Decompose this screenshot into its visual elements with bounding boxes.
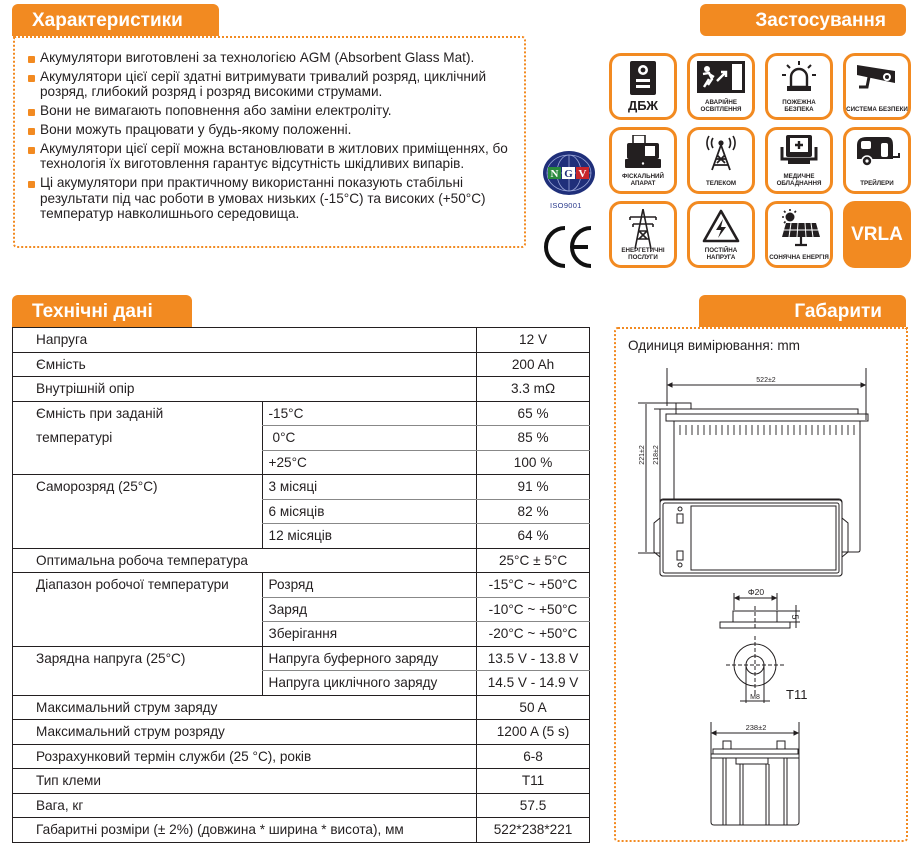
terminal-type-label: T11	[786, 687, 808, 702]
table-row	[13, 377, 590, 402]
row-value: 82 %	[477, 499, 590, 524]
total-height-dimension: 221±2	[639, 445, 646, 465]
row-value: -10°C ~ +50°C	[477, 597, 590, 622]
case-height-dimension: 218±2	[653, 445, 660, 465]
row-value: 25°C ± 5°C	[477, 548, 590, 573]
app-label: АВАРІЙНЕ ОСВІТЛЕННЯ	[700, 99, 742, 113]
row-condition: +25°C	[262, 450, 477, 475]
power-pylon-icon	[626, 209, 660, 249]
row-value: 6-8	[477, 744, 590, 769]
app-tile-emergency-lighting	[687, 53, 755, 120]
app-tile-security-system	[843, 53, 911, 120]
characteristic-item: Вони можуть працювати у будь-якому положенні.	[26, 122, 526, 138]
table-row	[13, 548, 590, 573]
row-value: -15°C ~ +50°C	[477, 573, 590, 598]
ce-mark-icon	[541, 224, 595, 270]
characteristic-item: Вони не вимагають поповнення або заміни електроліту.	[26, 103, 526, 119]
row-label: Внутрішній опір	[13, 377, 477, 402]
characteristics-list	[26, 50, 526, 225]
characteristic-item: Акумулятори виготовлені за технологією AGM (Absorbent Glass Mat).	[26, 50, 526, 66]
ups-icon	[628, 61, 658, 95]
row-value: 522*238*221	[477, 818, 590, 843]
row-value: -20°C ~ +50°C	[477, 622, 590, 647]
trailer-icon	[853, 135, 901, 167]
row-label: Діапазон робочої температури	[13, 573, 263, 647]
table-row	[13, 793, 590, 818]
medical-monitor-icon	[778, 135, 820, 167]
table-row	[13, 720, 590, 745]
emergency-exit-icon	[697, 61, 745, 93]
row-label-line: температурі	[36, 429, 113, 445]
row-label: Тип клеми	[13, 769, 477, 794]
app-tile-trailers	[843, 127, 911, 194]
app-tile-telecom	[687, 127, 755, 194]
row-label: Габаритні розміри (± 2%) (довжина * ширина * висота), мм	[13, 818, 477, 843]
row-label	[13, 401, 263, 475]
row-value: 50 A	[477, 695, 590, 720]
measurement-unit: Одиниця вимірювання: mm	[628, 338, 800, 353]
app-label: МЕДИЧНЕ ОБЛАДНАННЯ	[776, 173, 822, 187]
row-label: Максимальний струм заряду	[13, 695, 477, 720]
table-row	[13, 695, 590, 720]
svg-text:N: N	[550, 168, 559, 180]
row-value: 13.5 V - 13.8 V	[477, 646, 590, 671]
row-value: 57.5	[477, 793, 590, 818]
table-row	[13, 475, 590, 500]
table-row	[13, 573, 590, 598]
row-label-line: Ємність при заданій	[36, 405, 164, 421]
end-view-drawing	[711, 722, 799, 825]
row-value: 100 %	[477, 450, 590, 475]
row-condition: Заряд	[262, 597, 477, 622]
row-value: 12 V	[477, 328, 590, 353]
characteristic-item: Ці акумулятори при практичному використанні показують стабільні результати під час роботи в умовах низьких (-15°C) та високих (+50°C) температур навколишнього середовища.	[26, 175, 526, 222]
telecom-tower-icon	[703, 135, 739, 171]
app-tile-fiscal-device	[609, 127, 677, 194]
svg-text:V: V	[578, 168, 587, 180]
table-row	[13, 769, 590, 794]
row-value: 64 %	[477, 524, 590, 549]
app-label: ДБЖ	[627, 98, 659, 113]
app-tile-solar-energy	[765, 201, 833, 268]
applications-header: Застосування	[700, 4, 906, 36]
app-label: СИСТЕМА БЕЗПЕКИ	[846, 106, 908, 113]
characteristic-item: Акумулятори цієї серії здатні витримувати тривалий розряд, циклічний розряд, глибокий розряд і розряд високими струмами.	[26, 69, 526, 100]
row-value: 85 %	[477, 426, 590, 451]
row-value: 1200 A (5 s)	[477, 720, 590, 745]
row-condition: 0°C	[262, 426, 477, 451]
vrla-badge	[843, 201, 911, 268]
svg-text:G: G	[564, 168, 573, 180]
row-value: 3.3 mΩ	[477, 377, 590, 402]
terminal-height-dimension: 5	[790, 614, 800, 620]
width-dimension: 238±2	[745, 723, 767, 732]
dimensions-header: Габарити	[699, 295, 906, 327]
app-tile-energy-services	[609, 201, 677, 268]
row-value: 14.5 V - 14.9 V	[477, 671, 590, 696]
row-label: Напруга	[13, 328, 477, 353]
row-label: Оптимальна робоча температура	[13, 548, 477, 573]
app-label: ПОСТІЙНА НАПРУГА	[704, 247, 738, 261]
high-voltage-icon	[702, 209, 740, 243]
row-condition: Напруга буферного заряду	[262, 646, 477, 671]
row-label: Саморозряд (25°C)	[13, 475, 263, 549]
row-condition: 6 місяців	[262, 499, 477, 524]
terminal-diameter-dimension: Φ20	[747, 587, 765, 597]
iso-label: ISO9001	[550, 201, 582, 210]
tech-data-table	[12, 327, 590, 843]
row-condition: 12 місяців	[262, 524, 477, 549]
row-value: 91 %	[477, 475, 590, 500]
app-tile-fire-safety	[765, 53, 833, 120]
length-dimension: 522±2	[756, 377, 776, 384]
bolt-size-label: M8	[750, 694, 760, 701]
row-condition: 3 місяці	[262, 475, 477, 500]
solar-panel-icon	[776, 209, 822, 247]
row-label: Розрахунковий термін служби (25 °C), років	[13, 744, 477, 769]
tech-data-header: Технічні дані	[12, 295, 192, 327]
table-row	[13, 744, 590, 769]
app-label: СОНЯЧНА ЕНЕРГІЯ	[769, 254, 829, 261]
characteristics-header: Характеристики	[12, 4, 219, 36]
row-value: 65 %	[477, 401, 590, 426]
app-label: ТЕЛЕКОМ	[705, 180, 737, 187]
row-value: 200 Ah	[477, 352, 590, 377]
applications-grid	[609, 53, 911, 268]
app-tile-dc-voltage	[687, 201, 755, 268]
row-condition: Розряд	[262, 573, 477, 598]
terminal-side-drawing	[720, 593, 800, 630]
row-label: Зарядна напруга (25°C)	[13, 646, 263, 695]
app-label: ФІСКАЛЬНИЙ АПАРАТ	[622, 173, 664, 187]
table-row	[13, 328, 590, 353]
app-label: ЕНЕРГЕТИЧНІ ПОСЛУГИ	[621, 247, 665, 261]
characteristic-item: Акумулятори цієї серії можна встановлювати в житлових приміщеннях, бо технологія їх виготовлення гарантує відсутність шкідливих випарів.	[26, 141, 526, 172]
row-value: T11	[477, 769, 590, 794]
row-label: Ємність	[13, 352, 477, 377]
terminal-top-drawing	[726, 636, 784, 703]
dimension-drawing	[616, 360, 906, 830]
table-row	[13, 401, 590, 426]
vrla-label: VRLA	[851, 223, 903, 245]
row-condition: Зберігання	[262, 622, 477, 647]
row-label: Вага, кг	[13, 793, 477, 818]
app-tile-ups	[609, 53, 677, 120]
app-label: ПОЖЕЖНА БЕЗПЕКА	[782, 99, 816, 113]
row-condition: Напруга циклічного заряду	[262, 671, 477, 696]
row-label: Максимальний струм розряду	[13, 720, 477, 745]
app-label: ТРЕЙЛЕРИ	[860, 180, 894, 187]
alarm-beacon-icon	[779, 61, 819, 93]
security-camera-icon	[855, 61, 899, 93]
table-row	[13, 646, 590, 671]
cash-register-icon	[623, 135, 663, 169]
table-row	[13, 818, 590, 843]
row-condition: -15°C	[262, 401, 477, 426]
app-tile-medical-equipment	[765, 127, 833, 194]
table-row	[13, 352, 590, 377]
ngv-globe-logo	[540, 150, 598, 196]
top-plan-drawing	[654, 500, 848, 576]
